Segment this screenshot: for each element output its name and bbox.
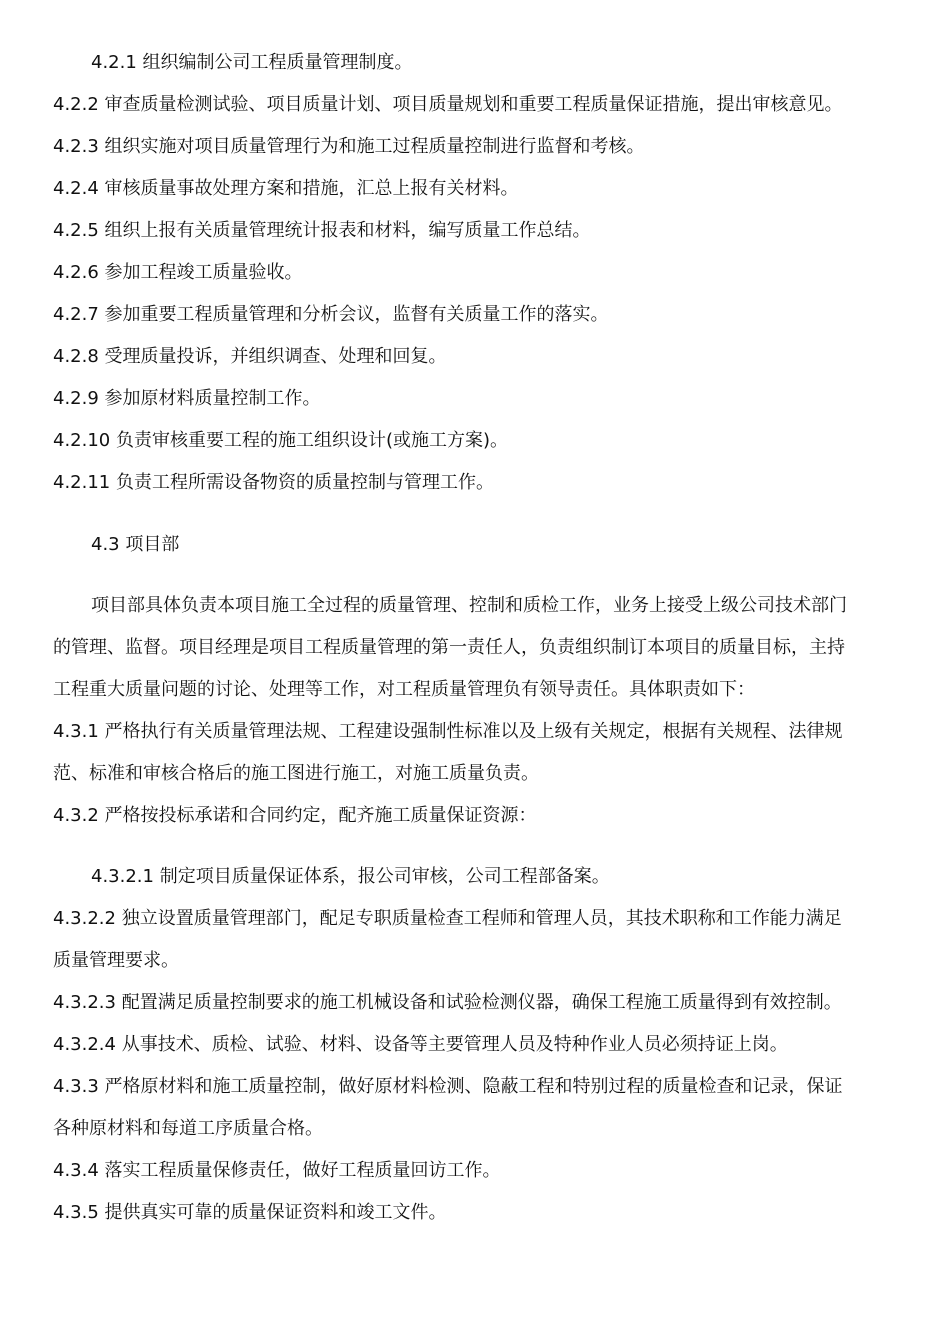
clause-4-3-3-line-2: 各种原材料和每道工序质量合格。 bbox=[53, 1118, 323, 1139]
clause-4-3-2-4: 4.3.2.4 从事技术、质检、试验、材料、设备等主要管理人员及特种作业人员必须持证上岗。 bbox=[53, 1034, 788, 1055]
clause-4-2-8: 4.2.8 受理质量投诉，并组织调查、处理和回复。 bbox=[53, 346, 447, 367]
clause-4-3-2: 4.3.2 严格按投标承诺和合同约定，配齐施工质量保证资源： bbox=[53, 805, 537, 826]
clause-4-2-6: 4.2.6 参加工程竣工质量验收。 bbox=[53, 262, 303, 283]
clause-4-3-2-2-line-2: 质量管理要求。 bbox=[53, 950, 179, 971]
clause-4-3-4: 4.3.4 落实工程质量保修责任，做好工程质量回访工作。 bbox=[53, 1160, 501, 1181]
clause-4-3-1-line-1: 4.3.1 严格执行有关质量管理法规、工程建设强制性标准以及上级有关规定，根据有关规程、法律规 bbox=[53, 721, 843, 742]
clause-4-2-10: 4.2.10 负责审核重要工程的施工组织设计(或施工方案)。 bbox=[53, 430, 509, 451]
clause-4-2-1: 4.2.1 组织编制公司工程质量管理制度。 bbox=[91, 52, 413, 73]
clause-4-3-3-line-1: 4.3.3 严格原材料和施工质量控制，做好原材料检测、隐蔽工程和特别过程的质量检查和记录，保证 bbox=[53, 1076, 843, 1097]
clause-4-2-2: 4.2.2 审查质量检测试验、项目质量计划、项目质量规划和重要工程质量保证措施，提出审核意见。 bbox=[53, 94, 843, 115]
clause-4-2-7: 4.2.7 参加重要工程质量管理和分析会议，监督有关质量工作的落实。 bbox=[53, 304, 609, 325]
paragraph-line-1: 项目部具体负责本项目施工全过程的质量管理、控制和质检工作，业务上接受上级公司技术部门 bbox=[91, 595, 847, 616]
clause-4-3-5: 4.3.5 提供真实可靠的质量保证资料和竣工文件。 bbox=[53, 1202, 447, 1223]
clause-4-2-9: 4.2.9 参加原材料质量控制工作。 bbox=[53, 388, 321, 409]
clause-4-3-1-line-2: 范、标准和审核合格后的施工图进行施工，对施工质量负责。 bbox=[53, 763, 539, 784]
clause-4-2-4: 4.2.4 审核质量事故处理方案和措施，汇总上报有关材料。 bbox=[53, 178, 519, 199]
section-heading-4-3: 4.3 项目部 bbox=[91, 534, 180, 555]
paragraph-line-2: 的管理、监督。项目经理是项目工程质量管理的第一责任人，负责组织制订本项目的质量目标，主持 bbox=[53, 637, 845, 658]
clause-4-3-2-2-line-1: 4.3.2.2 独立设置质量管理部门，配足专职质量检查工程师和管理人员，其技术职称和工作能力满足 bbox=[53, 908, 842, 929]
clause-4-2-5: 4.2.5 组织上报有关质量管理统计报表和材料，编写质量工作总结。 bbox=[53, 220, 591, 241]
clause-4-3-2-3: 4.3.2.3 配置满足质量控制要求的施工机械设备和试验检测仪器，确保工程施工质量得到有效控制。 bbox=[53, 992, 842, 1013]
paragraph-line-3: 工程重大质量问题的讨论、处理等工作，对工程质量管理负有领导责任。具体职责如下： bbox=[53, 679, 755, 700]
clause-4-2-11: 4.2.11 负责工程所需设备物资的质量控制与管理工作。 bbox=[53, 472, 494, 493]
clause-4-3-2-1: 4.3.2.1 制定项目质量保证体系，报公司审核，公司工程部备案。 bbox=[91, 866, 610, 887]
clause-4-2-3: 4.2.3 组织实施对项目质量管理行为和施工过程质量控制进行监督和考核。 bbox=[53, 136, 645, 157]
